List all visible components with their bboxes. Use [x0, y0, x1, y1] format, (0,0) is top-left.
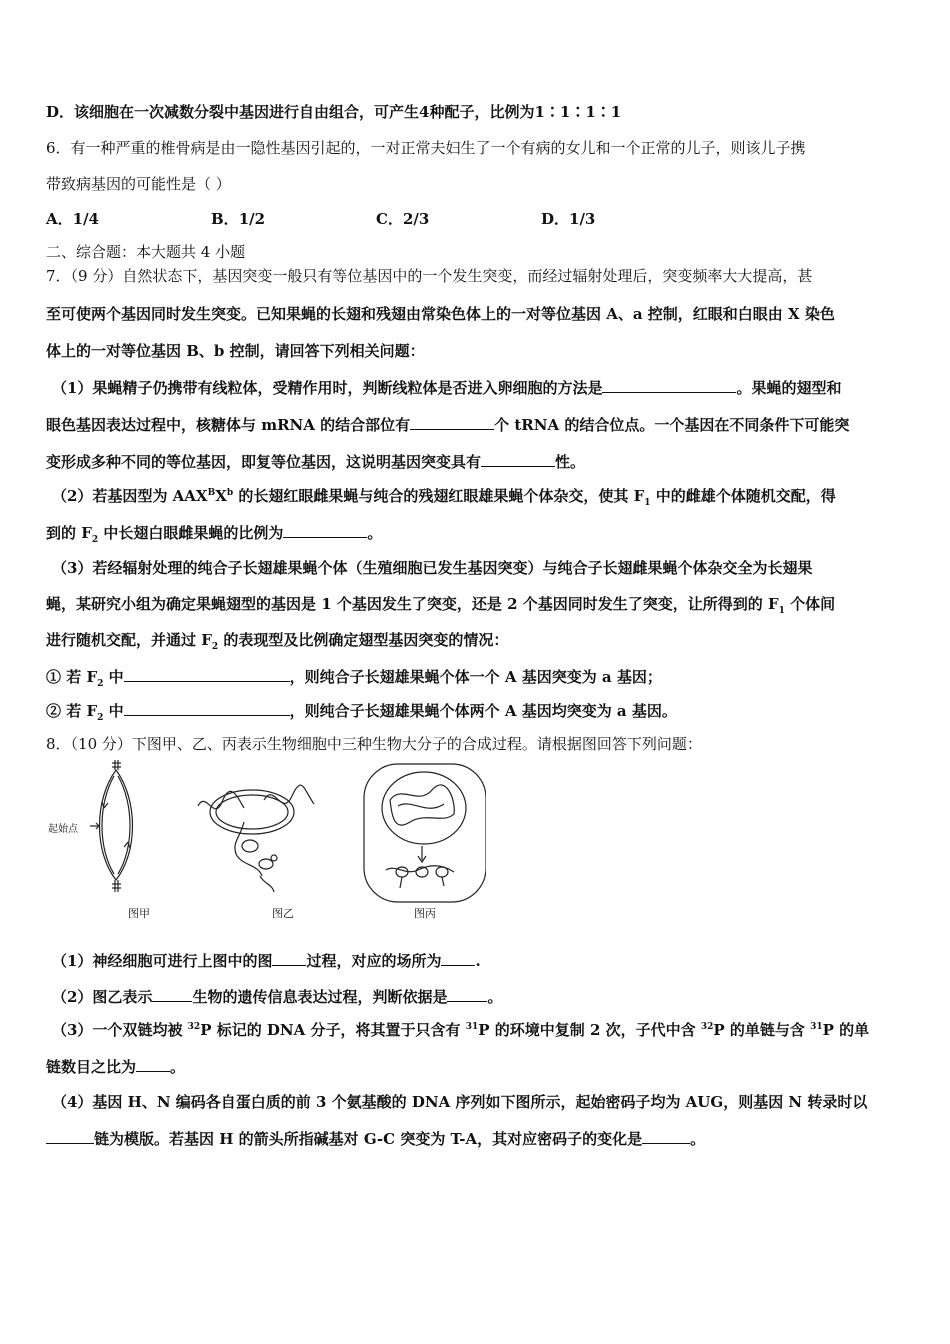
subscript: 2: [97, 679, 104, 689]
text: 中: [103, 668, 124, 686]
answer-blank[interactable]: [481, 451, 555, 467]
text: 生物的遗传信息表达过程，判断依据是: [192, 988, 448, 1006]
q5-d-ratio: 1∶1∶1∶1: [534, 103, 622, 121]
text: ① 若 F: [46, 668, 98, 686]
q6-stem-line2: 带致病基因的可能性是（ ）: [46, 175, 231, 193]
figure-drawing: [46, 760, 486, 926]
q7-part3-line2: [46, 594, 908, 614]
q7-part1-line2: [46, 414, 908, 435]
text: P 的单链与含: [713, 1021, 811, 1039]
text: P 标记的 DNA 分子，将其置于只含有: [200, 1021, 466, 1039]
text: 性。: [555, 453, 586, 471]
subscript: 1: [644, 498, 651, 508]
q6-option-c[interactable]: [376, 209, 429, 229]
answer-blank[interactable]: [447, 986, 487, 1002]
text: 。: [367, 524, 383, 542]
text: 眼色基因表达过程中，核糖体与 mRNA 的结合部位有: [46, 416, 411, 434]
text: ② 若 F: [46, 702, 98, 720]
q7-stem-line3: 体上的一对等位基因 B、b 控制，请回答下列相关问题：: [46, 342, 425, 360]
answer-blank[interactable]: [124, 666, 290, 682]
q8-part3-line1: [52, 1020, 914, 1040]
answer-blank[interactable]: [441, 950, 475, 966]
q6-option-d[interactable]: [541, 209, 595, 229]
text: 到的 F: [46, 524, 92, 542]
answer-blank[interactable]: [642, 1128, 690, 1144]
text: P 的单: [822, 1021, 870, 1039]
subscript: 2: [211, 642, 219, 652]
text: （1）果蝇精子仍携带有线粒体，受精作用时，判断线粒体是否进入卵细胞的方法是: [52, 379, 603, 397]
q7-part3-line1: （3）若经辐射处理的纯合子长翅雄果蝇个体（生殖细胞已发生基因突变）与纯合子长翅雌果蝇个体杂交全为长翅果: [52, 559, 813, 577]
q6-option-a[interactable]: [46, 209, 99, 229]
q8-part1: [52, 950, 914, 971]
q7-part2-line1: [52, 486, 914, 506]
option-value: 2/3: [402, 210, 430, 228]
origin-label: 起始点: [48, 824, 78, 835]
q7-part1-line1: [52, 377, 914, 398]
subscript: 1: [778, 606, 785, 616]
figure-a-caption: 图甲: [128, 907, 150, 920]
text: 链数目之比为: [46, 1058, 137, 1076]
q5-d-number: 4: [419, 103, 430, 121]
text: 。: [170, 1058, 186, 1076]
text: ，则纯合子长翅雄果蝇个体两个 A 基因均突变为 a 基因。: [289, 702, 677, 720]
option-label: C．: [376, 210, 403, 228]
superscript: b: [226, 488, 234, 498]
answer-blank[interactable]: [602, 377, 736, 393]
q7-case1: [46, 666, 908, 687]
q8-stem: 8．（10 分）下图甲、乙、丙表示生物细胞中三种生物大分子的合成过程。请根据图回答下列问题：: [46, 735, 702, 753]
option-value: 1/2: [238, 210, 266, 228]
text: （3）一个双链均被: [52, 1021, 188, 1039]
q7-stem-line2: 至可使两个基因同时发生突变。已知果蝇的长翅和残翅由常染色体上的一对等位基因 A、a 控制，红眼和白眼由 X 染色: [46, 305, 835, 323]
text: 中长翅白眼雌果蝇的比例为: [98, 524, 284, 542]
option-value: 1/4: [72, 210, 99, 228]
text: 的长翅红眼雌果蝇与纯合的残翅红眼雄果蝇个体杂交，使其 F: [233, 487, 645, 505]
figure-c-caption: 图丙: [414, 907, 436, 920]
subscript: 2: [91, 535, 99, 545]
text: （2）图乙表示: [52, 988, 153, 1006]
answer-blank[interactable]: [152, 986, 192, 1002]
answer-blank[interactable]: [46, 1128, 94, 1144]
text: 蝇，某研究小组为确定果蝇翅型的基因是 1 个基因发生了突变，还是 2 个基因同时发生了突变，让所得到的 F: [46, 595, 779, 613]
answer-blank[interactable]: [283, 522, 367, 538]
option-label: A．: [46, 210, 73, 228]
text: 进行随机交配，并通过 F: [46, 631, 212, 649]
q5-d-text: D．该细胞在一次减数分裂中基因进行自由组合，可产生: [46, 103, 420, 121]
superscript: B: [207, 488, 216, 498]
q7-case2: [46, 700, 908, 721]
q5-option-d: [46, 102, 908, 122]
text: （1）神经细胞可进行上图中的图: [52, 952, 273, 970]
q8-part2: [52, 986, 914, 1007]
subscript: 2: [97, 713, 104, 723]
text: 。果蝇的翅型和: [736, 379, 842, 397]
text: 个体间: [784, 595, 836, 613]
answer-blank[interactable]: [410, 414, 494, 430]
figure-c-eukaryote: [364, 764, 486, 902]
q6-stem-line1: 6．有一种严重的椎骨病是由一隐性基因引起的，一对正常夫妇生了一个有病的女儿和一个正常的儿子，则该儿子携: [46, 139, 806, 157]
q7-part3-line3: [46, 630, 908, 650]
superscript: 32: [700, 1022, 714, 1032]
text: （2）若基因型为 AAX: [52, 487, 208, 505]
superscript: 32: [187, 1022, 201, 1032]
text: 过程，对应的场所为: [306, 952, 442, 970]
answer-blank[interactable]: [272, 950, 306, 966]
q6-option-b[interactable]: [211, 209, 265, 229]
text: 中: [103, 702, 124, 720]
q7-part1-line3: [46, 451, 908, 472]
option-value: 1/3: [569, 210, 596, 228]
text: 个 tRNA 的结合位点。一个基因在不同条件下可能突: [494, 416, 850, 434]
q7-part2-line2: [46, 522, 908, 543]
text: 。: [487, 988, 503, 1006]
text: 。: [690, 1130, 706, 1148]
text: .: [475, 952, 481, 970]
superscript: 31: [465, 1022, 479, 1032]
text: ，则纯合子长翅雄果蝇个体一个 A 基因突变为 a 基因；: [289, 668, 662, 686]
text: 变形成多种不同的等位基因，即复等位基因，这说明基因突变具有: [46, 453, 482, 471]
figure-b-caption: 图乙: [272, 907, 294, 920]
q5-d-text2: 种配子，比例为: [429, 103, 535, 121]
q8-part4-line1: （4）基因 H、N 编码各自蛋白质的前 3 个氨基酸的 DNA 序列如下图所示，起始密码子均为 AUG，则基因 N 转录时以: [52, 1093, 868, 1111]
option-label: D．: [541, 210, 570, 228]
option-label: B．: [211, 210, 239, 228]
answer-blank[interactable]: [136, 1056, 170, 1072]
q8-part3-line2: [46, 1056, 908, 1077]
text: 的表现型及比例确定翅型基因突变的情况：: [218, 631, 509, 649]
figure-b-prokaryote: [198, 785, 314, 892]
q8-part4-line2: [46, 1128, 908, 1149]
text: 中的雌雄个体随机交配，得: [650, 487, 836, 505]
answer-blank[interactable]: [124, 700, 290, 716]
text: P 的环境中复制 2 次，子代中含: [478, 1021, 701, 1039]
text: X: [215, 487, 227, 505]
section-heading: 二、综合题：本大题共 4 小题: [46, 243, 246, 261]
superscript: 31: [810, 1022, 823, 1032]
biosynthesis-figure: [46, 760, 486, 926]
text: 链为模版。若基因 H 的箭头所指碱基对 G-C 突变为 T-A，其对应密码子的变化是: [94, 1130, 643, 1148]
figure-a-replication: [90, 760, 133, 892]
q7-stem-line1: 7．（9 分）自然状态下，基因突变一般只有等位基因中的一个发生突变，而经过辐射处理后，突变频率大大提高，甚: [46, 267, 813, 285]
